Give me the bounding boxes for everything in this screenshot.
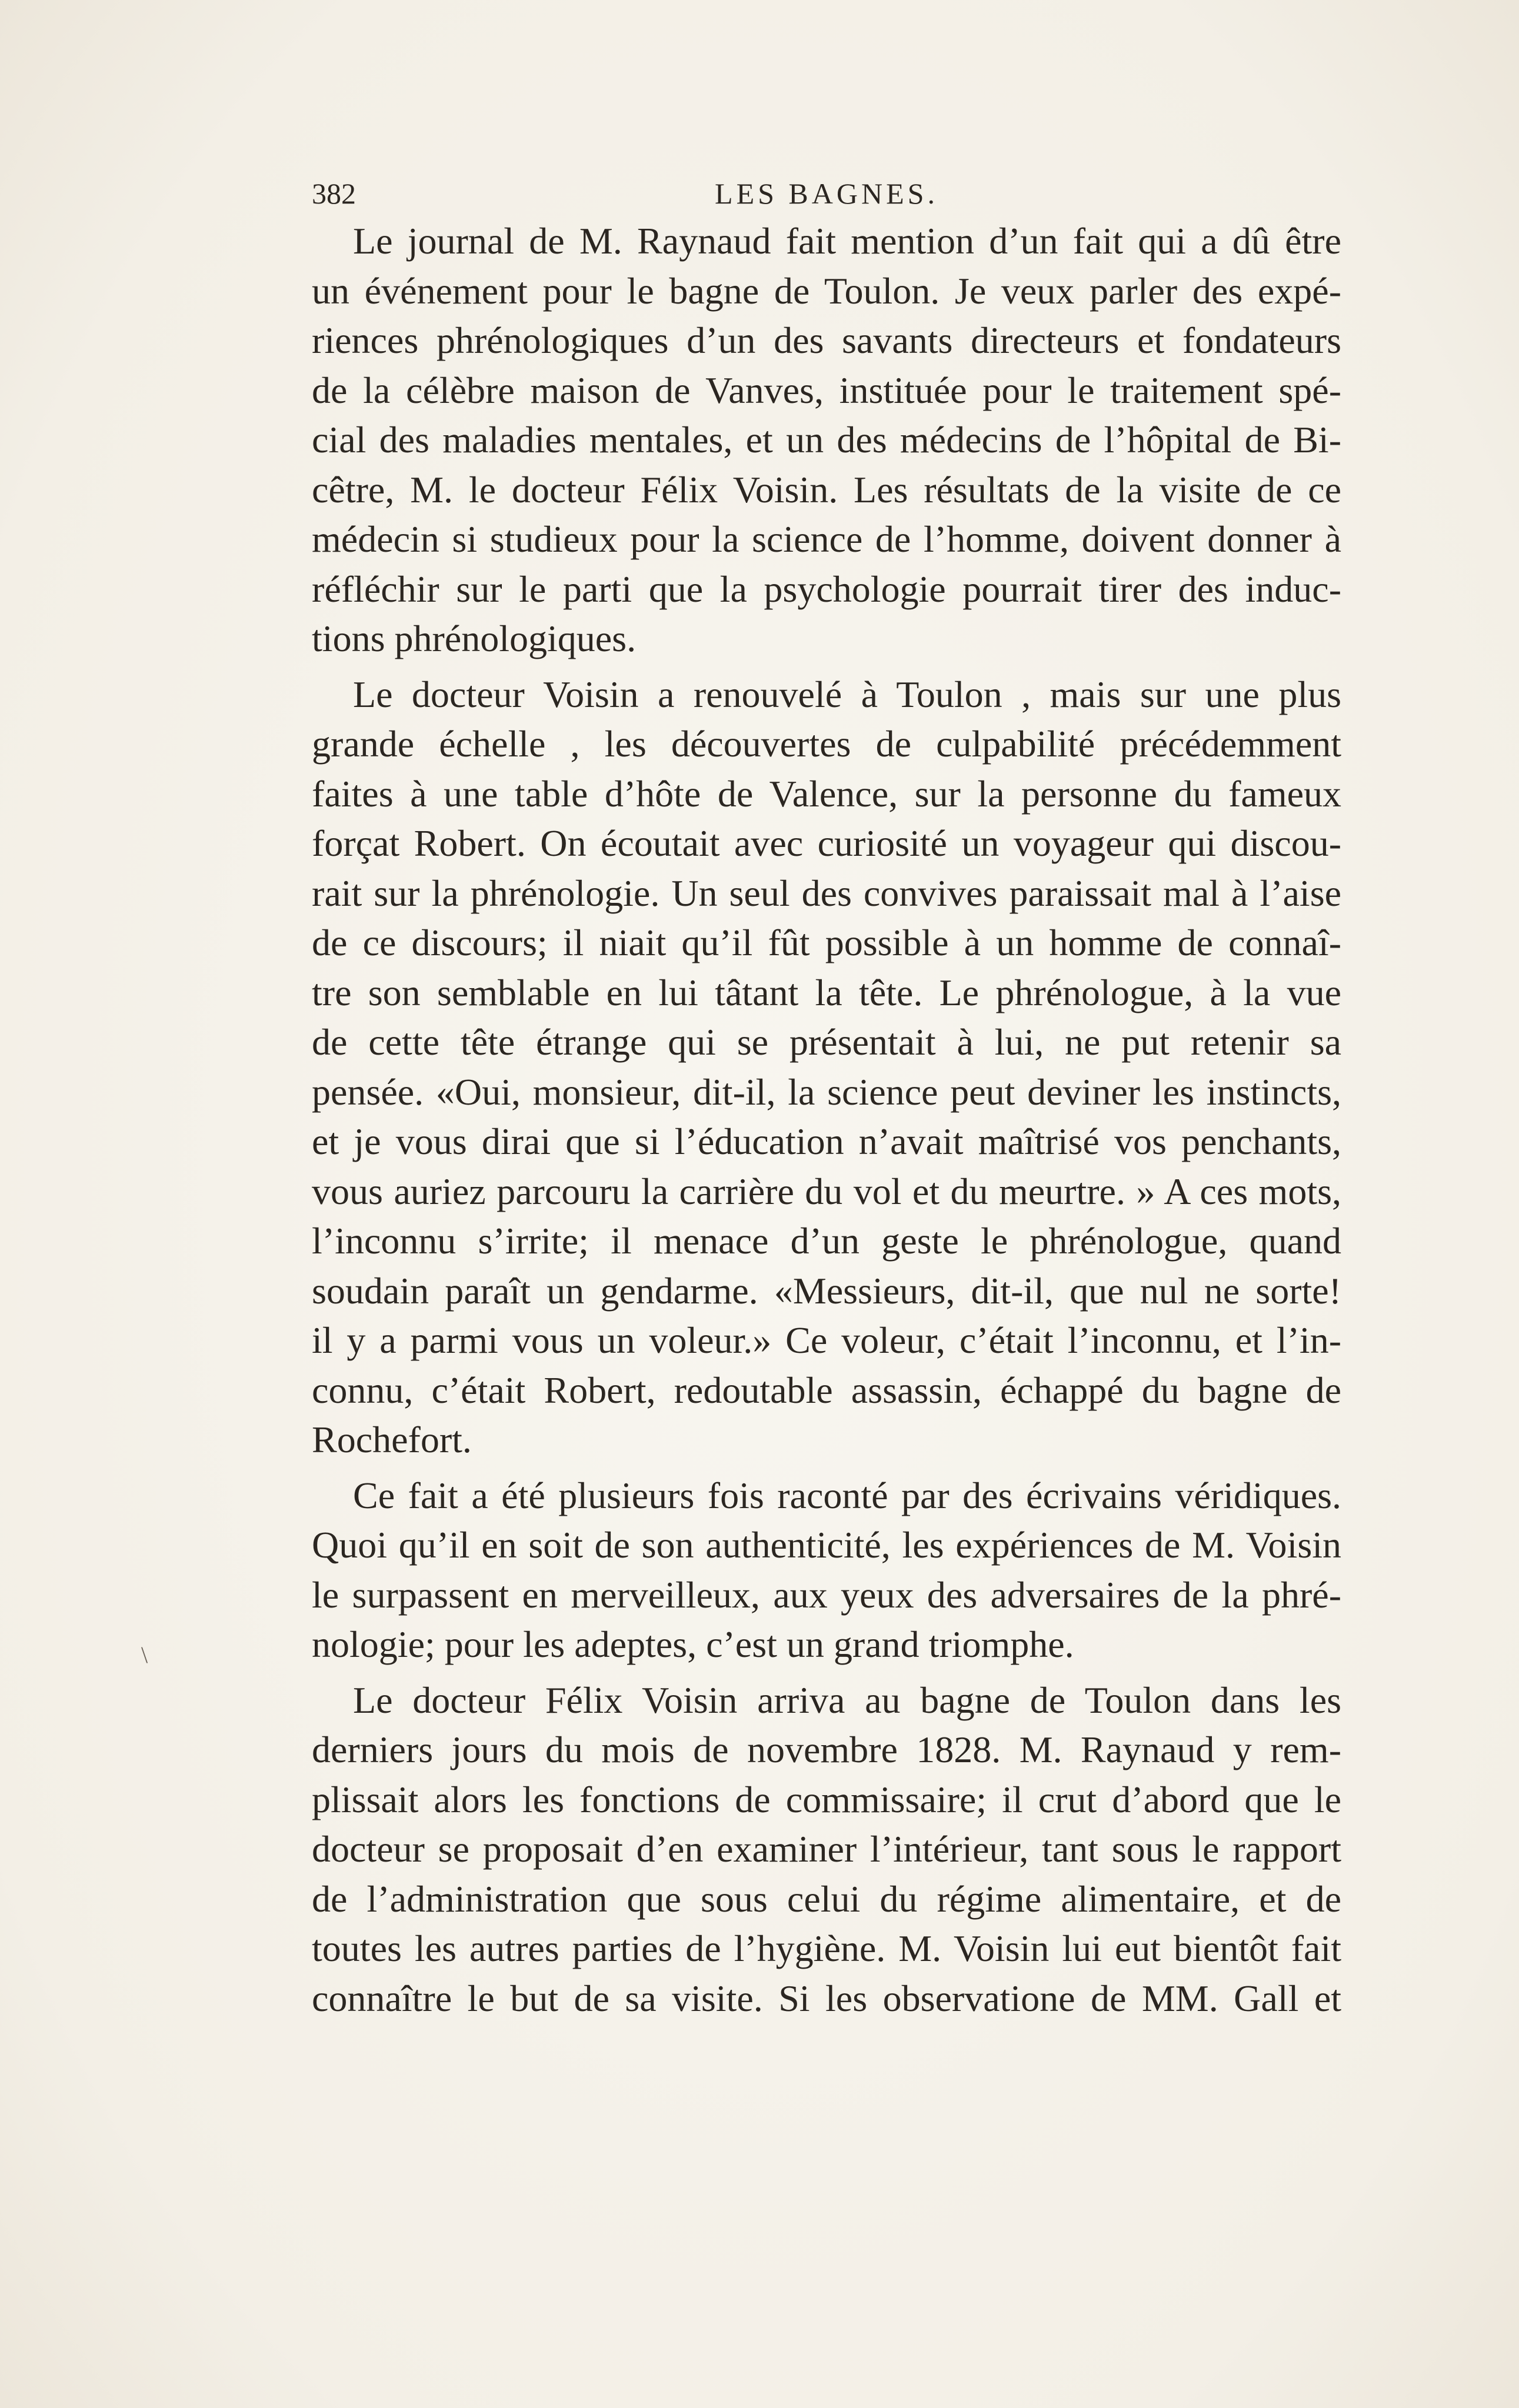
- text-line: de cette tête étrange qui se présentait à lui, ne put retenir sa: [312, 1021, 1341, 1063]
- text-line: Quoi qu’il en soit de son authenticité, les expériences de M. Voisin: [312, 1524, 1341, 1566]
- text-line: riences phrénologiques d’un des savants directeurs et fondateurs: [312, 319, 1341, 361]
- text-line: cial des maladies mentales, et un des médecins de l’hôpital de Bi-: [312, 419, 1341, 461]
- text-line: réfléchir sur le parti que la psychologie pourrait tirer des induc-: [312, 568, 1341, 610]
- paragraph: [312, 670, 1341, 1465]
- text-line: docteur se proposait d’en examiner l’intérieur, tant sous le rapport: [312, 1828, 1341, 1870]
- paragraph: [312, 1471, 1341, 1670]
- text-line: de ce discours; il niait qu’il fût possible à un homme de connaî-: [312, 922, 1341, 963]
- running-title: LES BAGNES.: [715, 177, 938, 210]
- ink-speck: \: [141, 1642, 148, 1668]
- text-line: de la célèbre maison de Vanves, instituée pour le traitement spé-: [312, 369, 1341, 411]
- text-line: pensée. «Oui, monsieur, dit-il, la science peut deviner les instincts,: [312, 1070, 1341, 1113]
- text-line: cêtre, M. le docteur Félix Voisin. Les résultats de la visite de ce: [312, 468, 1341, 511]
- text-line: Le journal de M. Raynaud fait mention d’un fait qui a dû être: [353, 220, 1341, 262]
- text-line: médecin si studieux pour la science de l’homme, doivent donner à: [312, 518, 1341, 560]
- text-line: et je vous dirai que si l’éducation n’avait maîtrisé vos penchants,: [312, 1120, 1341, 1162]
- text-line: Rochefort.: [312, 1419, 472, 1460]
- body-text: [312, 216, 1341, 2029]
- page-number: 382: [312, 177, 356, 210]
- text-line: il y a parmi vous un voleur.» Ce voleur, c’était l’inconnu, et l’in-: [312, 1319, 1341, 1361]
- text-line: de l’administration que sous celui du régime alimentaire, et de: [312, 1877, 1341, 1920]
- text-line: grande échelle , les découvertes de culpabilité précédemment: [312, 723, 1341, 765]
- text-line: le surpassent en merveilleux, aux yeux des adversaires de la phré-: [312, 1573, 1341, 1616]
- text-line: toutes les autres parties de l’hygiène. M. Voisin lui eut bientôt fait: [312, 1927, 1341, 1969]
- text-line: vous auriez parcouru la carrière du vol et du meurtre. » A ces mots,: [312, 1170, 1341, 1212]
- text-line: un événement pour le bagne de Toulon. Je veux parler des expé-: [312, 269, 1341, 312]
- paragraph: [312, 1676, 1341, 2024]
- text-line: nologie; pour les adeptes, c’est un grand triomphe.: [312, 1623, 1074, 1665]
- text-line: Le docteur Voisin a renouvelé à Toulon , mais sur une plus: [353, 673, 1341, 715]
- text-line: soudain paraît un gendarme. «Messieurs, dit-il, que nul ne sorte!: [312, 1269, 1341, 1312]
- text-line: forçat Robert. On écoutait avec curiosité un voyageur qui discou-: [312, 822, 1341, 864]
- text-line: tre son semblable en lui tâtant la tête. Le phrénologue, à la vue: [312, 971, 1341, 1013]
- text-line: derniers jours du mois de novembre 1828. M. Raynaud y rem-: [312, 1729, 1341, 1770]
- text-line: Ce fait a été plusieurs fois raconté par des écrivains véridiques.: [353, 1474, 1341, 1516]
- text-line: faites à une table d’hôte de Valence, sur la personne du fameux: [312, 772, 1341, 815]
- text-line: l’inconnu s’irrite; il menace d’un geste le phrénologue, quand: [312, 1220, 1341, 1262]
- text-line: tions phrénologiques.: [312, 618, 637, 659]
- page-header: [312, 176, 1341, 218]
- text-line: rait sur la phrénologie. Un seul des convives paraissait mal à l’aise: [312, 872, 1341, 914]
- text-line: connu, c’était Robert, redoutable assassin, échappé du bagne de: [312, 1369, 1341, 1411]
- paragraph: [312, 216, 1341, 664]
- text-line: connaître le but de sa visite. Si les observatione de MM. Gall et: [312, 1977, 1341, 2019]
- text-line: Le docteur Félix Voisin arriva au bagne de Toulon dans les: [353, 1679, 1341, 1721]
- text-line: plissait alors les fonctions de commissaire; il crut d’abord que le: [312, 1778, 1341, 1820]
